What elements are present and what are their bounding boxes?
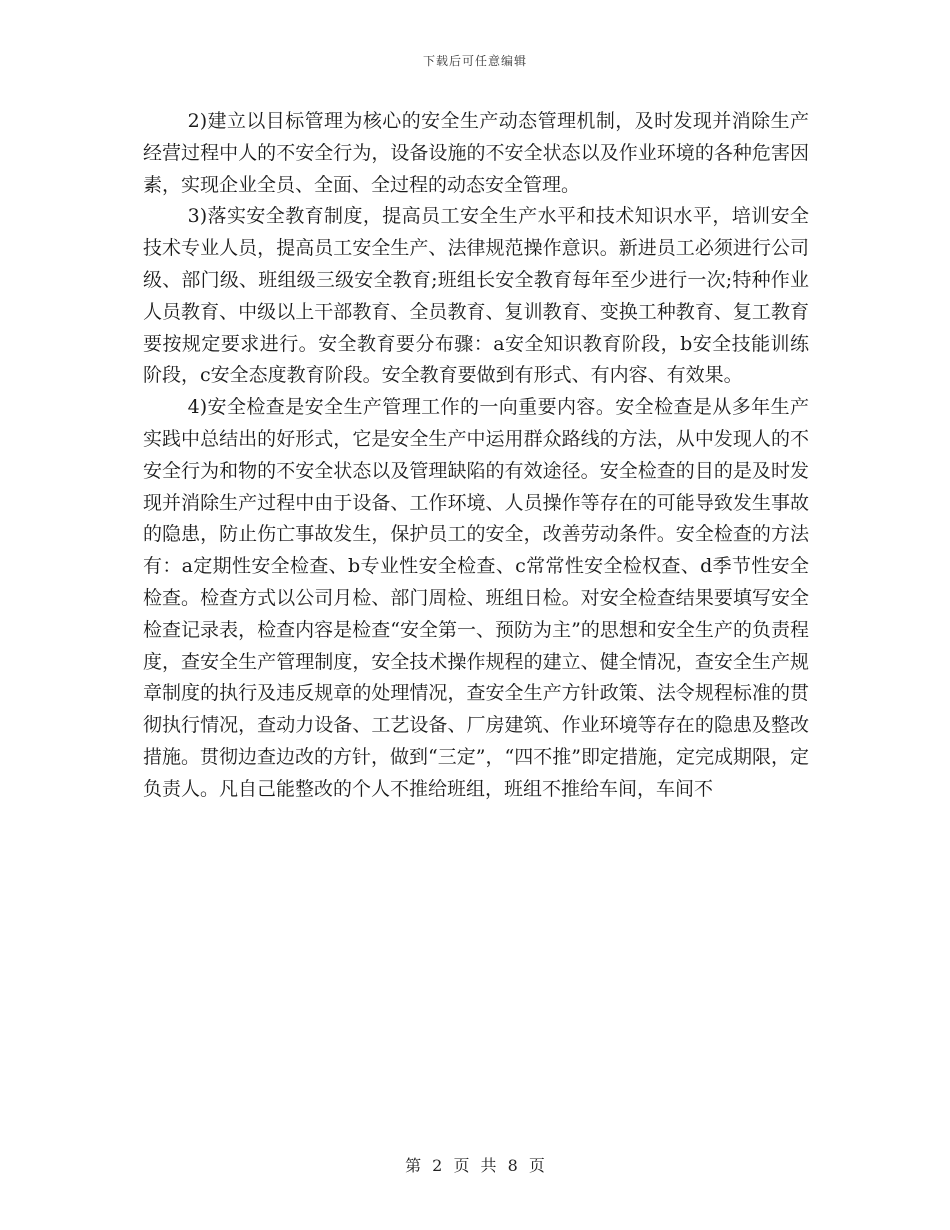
paragraph-4: 4)安全检查是安全生产管理工作的一向重要内容。安全检查是从多年生产实践中总结出的好形式，它是安全生产中运用群众路线的方法，从中发现人的不安全行为和物的不安全状态以及管理缺陷的有效途径。安全检查的目的是及时发现并消除生产过程中由于设备、工作环境、人员操作等存在的可能导致发生事故的隐患，防止伤亡事故发生，保护员工的安全，改善劳动条件。安全检查的方法有：a定期性安全检查、b专业性安全检查、c常常性安全检权查、d季节性安全检查。检查方式以公司月检、部门周检、班组日检。对安全检查结果要填写安全检查记录表，检查内容是检查“安全第一、预防为主”的思想和安全生产的负责程度，查安全生产管理制度，安全技术操作规程的建立、健全情况，查安全生产规章制度的执行及违反规章的处理情况，查安全生产方针政策、法令规程标准的贯彻执行情况，查动力设备、工艺设备、厂房建筑、作业环境等存在的隐患及整改措施。贯彻边查边改的方针，做到“三定”，“四不推”即定措施，定完成期限，定负责人。凡自己能整改的个人不推给班组，班组不推给车间，车间不 [143, 396, 809, 800]
page-header: 下载后可任意编辑 [422, 54, 527, 68]
document-body [143, 106, 809, 806]
paragraph-2: 2)建立以目标管理为核心的安全生产动态管理机制，及时发现并消除生产经营过程中人的不安全行为，设备设施的不安全状态以及作业环境的各种危害因素，实现企业全员、全面、全过程的动态安全管理。 [143, 110, 809, 196]
page-number-footer: 第 2 页 共 8 页 [405, 1156, 545, 1175]
paragraph-3: 3)落实安全教育制度，提高员工安全生产水平和技术知识水平，培训安全技术专业人员，提高员工安全生产、法律规范操作意识。新进员工必须进行公司级、部门级、班组级三级安全教育;班组长安全教育每年至少进行一次;特种作业人员教育、中级以上干部教育、全员教育、复训教育、变换工种教育、复工教育要按规定要求进行。安全教育要分布骤：a安全知识教育阶段，b安全技能训练阶段，c安全态度教育阶段。安全教育要做到有形式、有内容、有效果。 [143, 205, 809, 387]
